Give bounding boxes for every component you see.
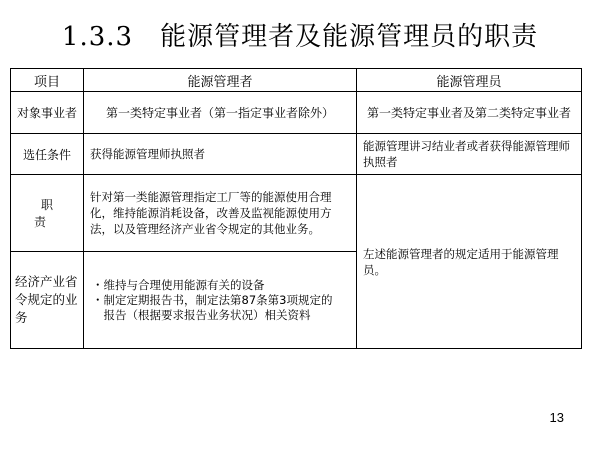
table-header-row [11,69,582,92]
staff-merged-text: 左述能源管理者的规定适用于能源管理员。 [363,246,559,277]
table-row-duty [11,175,582,252]
condition-manager-text: 获得能源管理师执照者 [90,147,205,161]
table-row-target [11,92,582,134]
duty-manager-text: 针对第一类能源管理指定工厂等的能源使用合理化，维持能源消耗设备，改善及监视能源使用方法，以及管理经济产业省令规定的其他业务。 [90,190,332,236]
cell-staff-merged [357,175,582,349]
condition-staff-text: 能源管理讲习结业者或者获得能源管理师执照者 [363,139,570,169]
cell-target-staff: 第一类特定事业者及第二类特定事业者 [357,92,582,134]
cell-target-manager: 第一类特定事业者（第一指定事业者除外） [84,92,357,134]
header-energy-staff: 能源管理员 [357,69,582,92]
duties-table [10,68,582,349]
row-label-target: 对象事业者 [11,92,84,134]
list-item: 报告（根据要求报告业务状况）相关资料 [92,307,311,322]
cell-duty-manager [84,175,357,252]
cell-condition-manager [84,134,357,175]
table-row-condition [11,134,582,175]
duty-label-text: 职 责 [33,198,94,229]
row-label-duty [11,175,94,252]
list-item: ・制定定期报告书，制定法第87条第3项规定的 [92,292,333,307]
page-number: 13 [549,410,564,425]
law-manager-list [84,278,356,323]
cell-condition-staff [357,134,582,175]
header-energy-manager: 能源管理者 [84,69,357,92]
row-label-law [11,252,84,349]
list-item: ・维持与合理使用能源有关的设备 [92,277,265,292]
row-label-condition: 选任条件 [11,134,84,175]
duties-table-container [10,68,582,349]
law-label-text: 经济产业省令规定的业务 [15,274,78,325]
header-item: 项目 [11,69,84,92]
page-title: 1.3.3 能源管理者及能源管理员的职责 [61,22,539,52]
cell-law-manager [84,252,357,349]
